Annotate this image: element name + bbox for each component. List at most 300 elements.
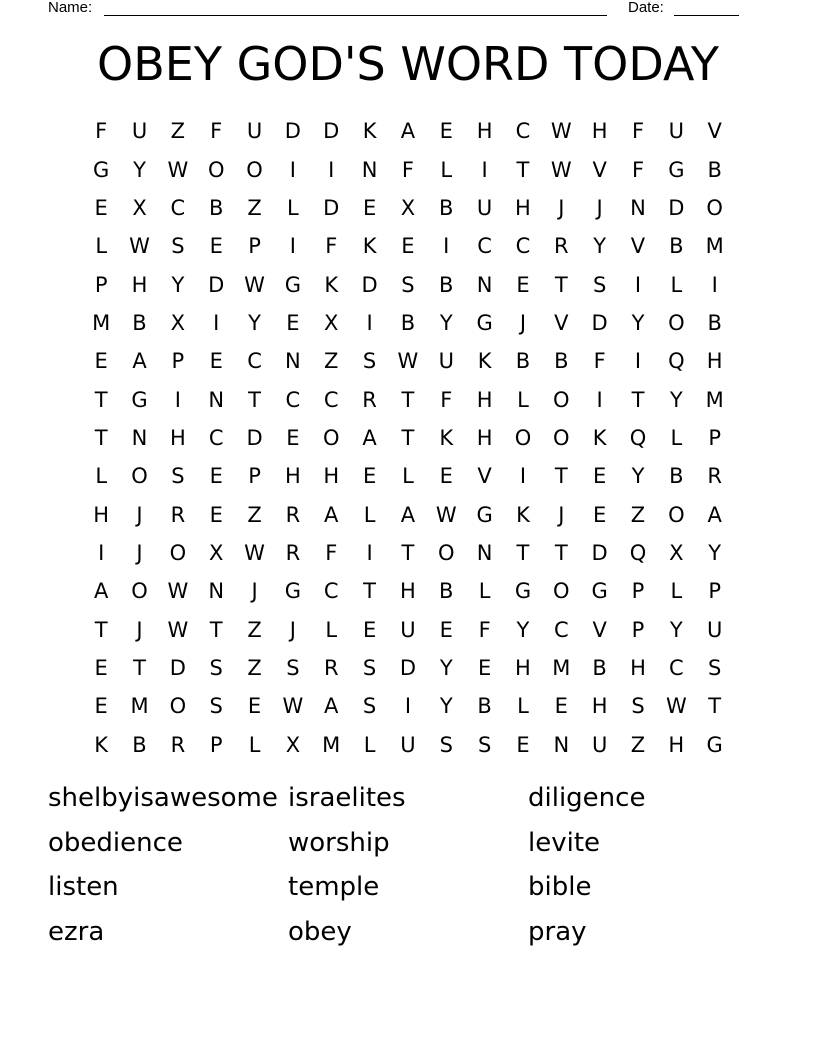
grid-cell: Y (708, 540, 722, 565)
grid-cell: L (517, 387, 529, 412)
grid-cell: S (209, 694, 223, 719)
grid-cell: W (244, 540, 265, 565)
grid-cell: D (399, 655, 416, 680)
grid-cell: M (705, 234, 724, 259)
grid-cell: G (476, 502, 493, 527)
grid-cell: W (129, 234, 150, 259)
grid-cell: D (668, 195, 685, 220)
grid-cell: N (553, 732, 570, 757)
grid-cell: K (362, 119, 377, 144)
grid-cell: H (515, 195, 531, 220)
grid-cell: R (170, 732, 186, 757)
grid-cell: Z (247, 502, 262, 527)
grid-cell: H (169, 425, 186, 450)
grid-cell: B (208, 195, 224, 220)
grid-cell: E (209, 502, 223, 527)
grid-cell: H (668, 732, 685, 757)
grid-cell: J (136, 540, 143, 565)
grid-cell: B (439, 195, 454, 220)
grid-cell: C (170, 195, 186, 220)
grid-cell: L (670, 272, 683, 297)
grid-cell: I (634, 272, 642, 297)
grid-cell: T (554, 464, 568, 489)
grid-cell: E (477, 655, 492, 680)
grid-cell: W (167, 157, 189, 182)
grid-cell: X (400, 195, 416, 220)
grid-cell: C (323, 579, 339, 604)
grid-cell: A (324, 502, 339, 527)
grid-cell: E (94, 349, 108, 374)
grid-cell: J (136, 617, 143, 642)
grid-cell: Q (629, 540, 647, 565)
grid-cell: F (593, 349, 606, 374)
grid-cell: Y (171, 272, 185, 297)
grid-cell: T (248, 387, 261, 412)
grid-cell: D (591, 540, 608, 565)
grid-cell: C (515, 119, 531, 144)
grid-cell: T (554, 272, 568, 297)
grid-cell: T (708, 694, 722, 719)
grid-cell: D (591, 310, 608, 335)
grid-cell: L (517, 694, 529, 719)
grid-cell: C (323, 387, 339, 412)
grid-cell: A (400, 119, 416, 144)
grid-cell: C (247, 349, 262, 374)
grid-cell: B (132, 310, 147, 335)
grid-cell: A (93, 579, 109, 604)
grid-cell: M (552, 655, 571, 680)
grid-cell: P (708, 579, 721, 604)
grid-cell: W (550, 119, 572, 144)
grid-cell: D (208, 272, 225, 297)
grid-cell: T (516, 157, 530, 182)
grid-cell: Y (516, 617, 530, 642)
grid-cell: N (285, 349, 301, 374)
grid-cell: L (95, 234, 108, 259)
grid-cell: V (630, 234, 646, 259)
grid-cell: T (401, 540, 415, 565)
grid-cell: B (132, 732, 147, 757)
grid-cell: D (169, 655, 186, 680)
grid-cell: B (707, 157, 722, 182)
grid-cell: P (631, 617, 645, 642)
grid-cell: C (553, 617, 569, 642)
grid-cell: S (401, 272, 415, 297)
grid-cell: P (708, 425, 721, 450)
grid-cell: H (630, 655, 646, 680)
grid-cell: U (476, 195, 493, 220)
grid-cell: L (402, 464, 414, 489)
grid-cell: R (362, 387, 377, 412)
grid-cell: E (362, 195, 377, 220)
grid-cell: I (328, 157, 335, 182)
grid-cell: R (170, 502, 186, 527)
grid-cell: F (478, 617, 491, 642)
grid-cell: J (251, 579, 258, 604)
grid-cell: D (284, 119, 301, 144)
grid-cell: Z (324, 349, 339, 374)
grid-cell: C (285, 387, 301, 412)
grid-cell: Y (439, 655, 453, 680)
grid-cell: Y (248, 310, 261, 335)
grid-cell: A (362, 425, 377, 450)
grid-cell: D (323, 119, 340, 144)
grid-cell: C (477, 234, 492, 259)
grid-cell: I (596, 387, 603, 412)
grid-cell: R (285, 502, 301, 527)
grid-cell: G (706, 732, 723, 757)
grid-cell: O (553, 425, 570, 450)
grid-cell: S (362, 694, 377, 719)
grid-cell: G (476, 310, 493, 335)
grid-cell: N (630, 195, 646, 220)
grid-cell: G (93, 157, 110, 182)
grid-cell: W (167, 579, 189, 604)
grid-cell: S (209, 655, 223, 680)
grid-cell: W (435, 502, 457, 527)
grid-cell: B (400, 310, 416, 335)
grid-cell: N (361, 157, 378, 182)
grid-cell: I (366, 540, 373, 565)
grid-cell: C (208, 425, 224, 450)
grid-cell: H (323, 464, 340, 489)
grid-cell: E (439, 119, 453, 144)
grid-cell: I (98, 540, 105, 565)
grid-cell: C (668, 655, 684, 680)
grid-cell: A (707, 502, 722, 527)
grid-cell: Y (439, 310, 453, 335)
grid-cell: S (362, 655, 377, 680)
grid-cell: L (95, 464, 108, 489)
grid-cell: O (668, 310, 685, 335)
grid-cell: E (209, 349, 223, 374)
grid-cell: H (476, 425, 493, 450)
grid-cell: N (476, 540, 493, 565)
grid-cell: S (171, 234, 185, 259)
grid-cell: K (324, 272, 339, 297)
header-line (0, 0, 816, 20)
grid-cell: M (92, 310, 111, 335)
grid-cell: K (516, 502, 530, 527)
grid-cell: E (94, 694, 108, 719)
grid-cell: F (631, 119, 645, 144)
grid-cell: I (366, 310, 373, 335)
grid-cell: O (514, 425, 532, 450)
grid-cell: E (554, 694, 568, 719)
grid-cell: E (209, 234, 223, 259)
grid-cell: L (287, 195, 299, 220)
grid-cell: V (592, 617, 607, 642)
grid-cell: W (397, 349, 419, 374)
grid-cell: G (591, 579, 608, 604)
grid-cell: U (131, 119, 148, 144)
grid-cell: O (131, 464, 148, 489)
grid-cell: W (167, 617, 189, 642)
grid-cell: B (439, 579, 454, 604)
grid-cell: O (553, 579, 570, 604)
grid-cell: E (94, 195, 108, 220)
grid-cell: P (171, 349, 185, 374)
grid-cell: S (592, 272, 607, 297)
grid-cell: L (363, 732, 376, 757)
word-list-item: bible (528, 872, 592, 903)
grid-cell: K (592, 425, 607, 450)
grid-cell: E (439, 464, 453, 489)
grid-cell: P (94, 272, 108, 297)
grid-cell: I (404, 694, 412, 719)
grid-cell: Z (630, 732, 646, 757)
grid-cell: K (477, 349, 492, 374)
grid-cell: B (669, 234, 684, 259)
word-list-item: temple (288, 872, 380, 903)
grid-cell: B (554, 349, 569, 374)
grid-cell: W (665, 694, 687, 719)
word-list-item: pray (528, 916, 587, 947)
grid-cell: D (361, 272, 378, 297)
grid-cell: H (131, 272, 148, 297)
grid-cell: L (478, 579, 491, 604)
grid-cell: Y (133, 157, 146, 182)
grid-cell: W (244, 272, 265, 297)
grid-cell: E (516, 272, 530, 297)
grid-cell: T (94, 425, 108, 450)
grid-cell: A (132, 349, 147, 374)
grid-cell: H (591, 694, 608, 719)
grid-cell: Y (631, 464, 645, 489)
grid-cell: F (325, 540, 338, 565)
grid-cell: V (707, 119, 722, 144)
grid-cell: U (400, 617, 416, 642)
grid-cell: W (550, 157, 572, 182)
grid-cell: O (169, 540, 187, 565)
grid-cell: M (705, 387, 724, 412)
grid-cell: B (707, 310, 722, 335)
grid-cell: E (286, 425, 300, 450)
grid-cell: X (324, 310, 339, 335)
date-label: Date: (628, 0, 664, 16)
grid-cell: H (591, 119, 608, 144)
grid-cell: D (323, 195, 340, 220)
grid-cell: O (207, 157, 225, 182)
grid-cell: H (284, 464, 301, 489)
grid-cell: P (248, 464, 261, 489)
grid-cell: Y (439, 694, 453, 719)
grid-cell: J (519, 310, 527, 335)
grid-cell: E (286, 310, 300, 335)
grid-cell: I (519, 464, 527, 489)
grid-cell: O (668, 502, 685, 527)
grid-cell: N (476, 272, 493, 297)
grid-cell: H (515, 655, 531, 680)
grid-cell: O (246, 157, 263, 182)
grid-cell: E (94, 655, 108, 680)
grid-cell: I (174, 387, 181, 412)
grid-cell: V (477, 464, 492, 489)
grid-cell: I (711, 272, 718, 297)
grid-cell: E (362, 464, 377, 489)
grid-cell: Q (629, 425, 647, 450)
grid-cell: K (439, 425, 454, 450)
grid-cell: L (670, 579, 683, 604)
grid-cell: A (324, 694, 339, 719)
grid-cell: S (631, 694, 645, 719)
grid-cell: F (210, 119, 223, 144)
grid-cell: I (213, 310, 220, 335)
word-list-item: listen (48, 872, 119, 903)
grid-cell: O (438, 540, 455, 565)
grid-cell: X (209, 540, 224, 565)
grid-cell: O (706, 195, 723, 220)
grid-cell: U (668, 119, 685, 144)
grid-cell: Q (668, 349, 685, 374)
name-label: Name: (48, 0, 93, 16)
grid-cell: L (325, 617, 338, 642)
grid-cell: E (362, 617, 377, 642)
grid-cell: F (440, 387, 453, 412)
grid-cell: I (481, 157, 488, 182)
grid-cell: T (133, 655, 146, 680)
grid-cell: G (514, 579, 532, 604)
grid-cell: U (591, 732, 608, 757)
grid-cell: R (554, 234, 569, 259)
date-blank-line[interactable] (674, 15, 739, 16)
grid-cell: N (131, 425, 148, 450)
grid-cell: B (669, 464, 684, 489)
grid-cell: S (439, 732, 453, 757)
grid-cell: T (516, 540, 530, 565)
grid-cell: F (325, 234, 338, 259)
grid-cell: O (553, 387, 570, 412)
grid-cell: L (363, 502, 376, 527)
grid-cell: S (708, 655, 722, 680)
grid-cell: Z (170, 119, 186, 144)
grid-cell: T (401, 425, 415, 450)
word-list-item: ezra (48, 916, 105, 947)
word-list-item: worship (288, 827, 390, 858)
grid-cell: S (286, 655, 300, 680)
grid-cell: V (554, 310, 569, 335)
grid-cell: F (631, 157, 645, 182)
grid-cell: U (706, 617, 723, 642)
grid-cell: Z (247, 655, 262, 680)
grid-cell: X (132, 195, 147, 220)
grid-cell: X (285, 732, 301, 757)
grid-cell: O (322, 425, 340, 450)
grid-cell: U (438, 349, 454, 374)
grid-cell: T (363, 579, 376, 604)
grid-cell: I (289, 234, 296, 259)
grid-cell: J (136, 502, 143, 527)
grid-cell: G (131, 387, 148, 412)
grid-cell: T (554, 540, 568, 565)
grid-cell: E (401, 234, 415, 259)
grid-cell: R (285, 540, 301, 565)
grid-cell: F (401, 157, 414, 182)
grid-cell: B (477, 694, 492, 719)
grid-cell: B (592, 655, 607, 680)
grid-cell: E (247, 694, 262, 719)
grid-cell: T (401, 387, 415, 412)
grid-cell: Z (630, 502, 646, 527)
grid-cell: U (246, 119, 263, 144)
grid-cell: E (516, 732, 530, 757)
grid-cell: T (94, 387, 108, 412)
word-list-item: israelites (288, 783, 406, 813)
grid-cell: T (631, 387, 645, 412)
grid-cell: H (93, 502, 110, 527)
name-blank-line[interactable] (104, 15, 607, 16)
grid-cell: P (248, 234, 261, 259)
grid-cell: I (289, 157, 296, 182)
page-title: OBEY GOD'S WORD TODAY (97, 37, 719, 91)
grid-cell: J (289, 617, 296, 642)
grid-cell: J (596, 195, 603, 220)
grid-cell: R (707, 464, 722, 489)
grid-cell: A (400, 502, 416, 527)
word-list (48, 778, 768, 956)
grid-cell: Y (669, 387, 683, 412)
grid-cell: L (440, 157, 453, 182)
grid-cell: X (170, 310, 186, 335)
grid-cell: H (476, 119, 493, 144)
grid-cell: N (208, 579, 225, 604)
grid-cell: G (668, 157, 685, 182)
grid-cell: X (669, 540, 684, 565)
grid-cell: G (284, 272, 302, 297)
grid-cell: Z (247, 617, 262, 642)
grid-cell: I (443, 234, 450, 259)
grid-cell: S (477, 732, 492, 757)
grid-cell: E (439, 617, 453, 642)
grid-cell: O (169, 694, 187, 719)
grid-cell: Y (669, 617, 683, 642)
grid-cell: T (209, 617, 223, 642)
grid-cell: B (515, 349, 531, 374)
grid-cell: U (400, 732, 416, 757)
word-list-item: obedience (48, 827, 183, 858)
grid-cell: V (592, 157, 607, 182)
grid-cell: F (95, 119, 108, 144)
grid-cell: G (284, 579, 302, 604)
grid-cell: B (439, 272, 454, 297)
grid-cell: I (634, 349, 642, 374)
grid-cell: C (515, 234, 531, 259)
grid-cell: O (131, 579, 148, 604)
grid-cell: J (558, 195, 565, 220)
word-list-item: diligence (528, 783, 646, 813)
grid-cell: H (400, 579, 416, 604)
grid-cell: P (209, 732, 223, 757)
grid-cell: W (282, 694, 304, 719)
grid-cell: K (362, 234, 377, 259)
word-list-item: obey (288, 916, 352, 947)
grid-cell: E (593, 502, 607, 527)
grid-cell: S (171, 464, 185, 489)
grid-cell: S (362, 349, 377, 374)
grid-cell: D (246, 425, 263, 450)
grid-cell: M (322, 732, 341, 757)
grid-cell: L (670, 425, 683, 450)
grid-cell: H (476, 387, 493, 412)
letter-grid (82, 112, 734, 764)
grid-cell: N (208, 387, 225, 412)
grid-cell: M (130, 694, 149, 719)
grid-cell: K (94, 732, 109, 757)
grid-cell: E (593, 464, 607, 489)
grid-cell: J (558, 502, 565, 527)
grid-cell: R (323, 655, 339, 680)
word-list-item: shelbyisawesome (48, 783, 278, 813)
